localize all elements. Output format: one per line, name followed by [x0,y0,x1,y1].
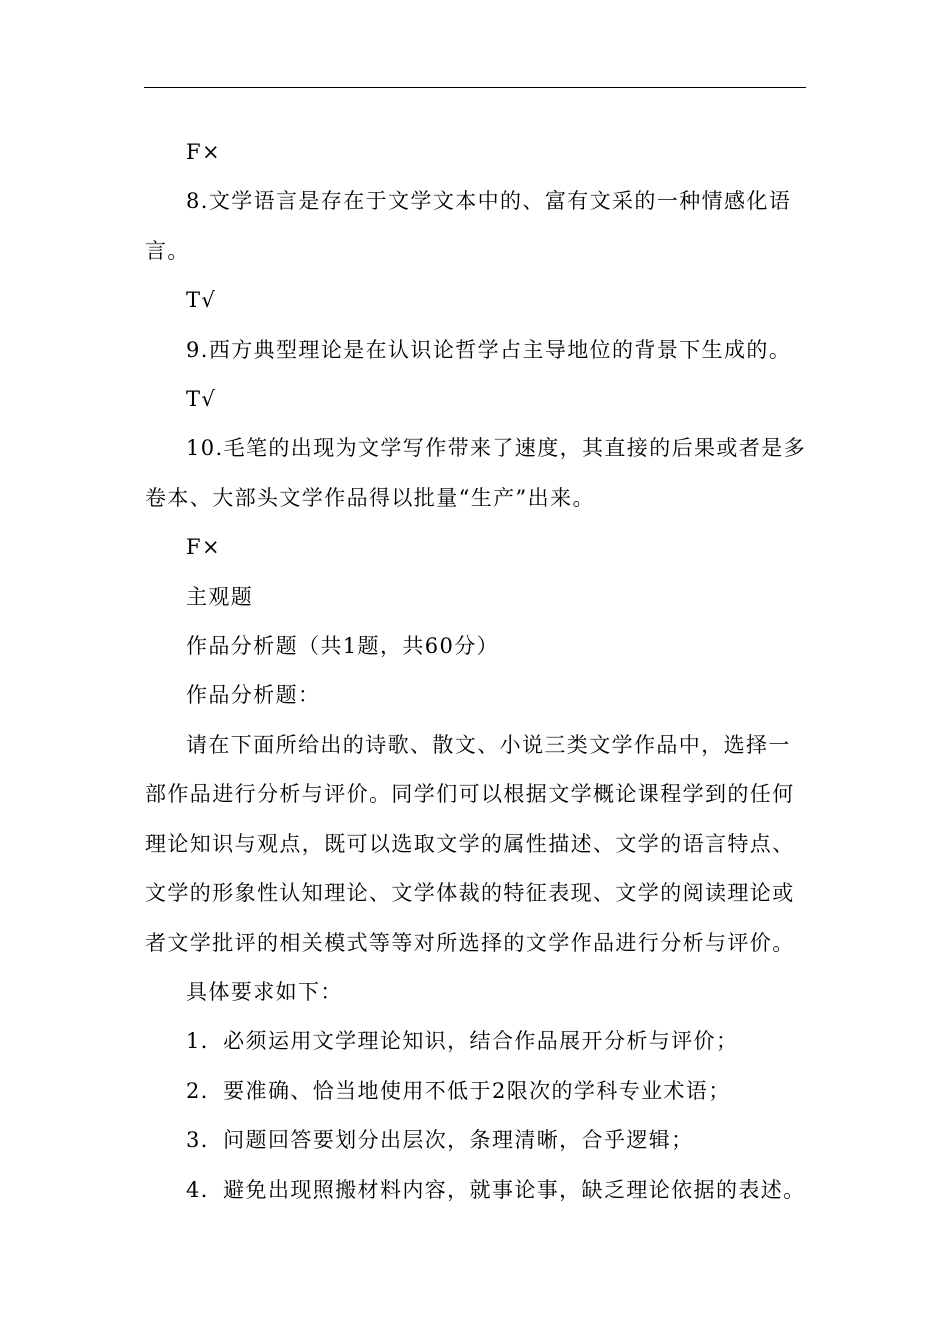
question-8-line-2: 言。 [145,238,190,263]
header-rule [144,87,806,88]
paragraph-line: 者文学批评的相关模式等等对所选择的文学作品进行分析与评价。 [145,930,795,955]
section-heading: 主观题 [186,584,254,609]
question-10-line-2: 卷本、大部头文学作品得以批量“生产”出来。 [145,485,595,510]
paragraph-line: 文学的形象性认知理论、文学体裁的特征表现、文学的阅读理论或 [145,881,795,906]
question-title: 作品分析题： [186,683,321,708]
paragraph-line: 部作品进行分析与评价。同学们可以根据文学概论课程学到的任何 [145,782,795,807]
paragraph-line: 理论知识与观点，既可以选取文学的属性描述、文学的语言特点、 [145,831,795,856]
question-8-line-1: 8.文学语言是存在于文学文本中的、富有文采的一种情感化语 [186,189,792,214]
requirement-item: 1．必须运用文学理论知识，结合作品展开分析与评价； [186,1029,739,1054]
requirement-item: 2．要准确、恰当地使用不低于2限次的学科专业术语； [186,1078,731,1103]
answer-line: T√ [186,387,217,412]
answer-line: F× [186,535,221,560]
requirements-heading: 具体要求如下： [186,979,343,1004]
question-10-line-1: 10.毛笔的出现为文学写作带来了速度，其直接的后果或者是多 [186,436,806,461]
requirement-item: 3．问题回答要划分出层次，条理清晰，合乎逻辑； [186,1128,694,1153]
question-9-line: 9.西方典型理论是在认识论哲学占主导地位的背景下生成的。 [186,337,792,362]
requirement-item: 4．避免出现照搬材料内容，就事论事，缺乏理论依据的表述。 [186,1177,806,1202]
document-body [145,128,805,1215]
answer-line: T√ [186,288,217,313]
paragraph-line: 请在下面所给出的诗歌、散文、小说三类文学作品中，选择一 [186,732,791,757]
answer-line: F× [186,140,221,164]
subsection-heading: 作品分析题（共1题，共60分） [186,634,500,659]
